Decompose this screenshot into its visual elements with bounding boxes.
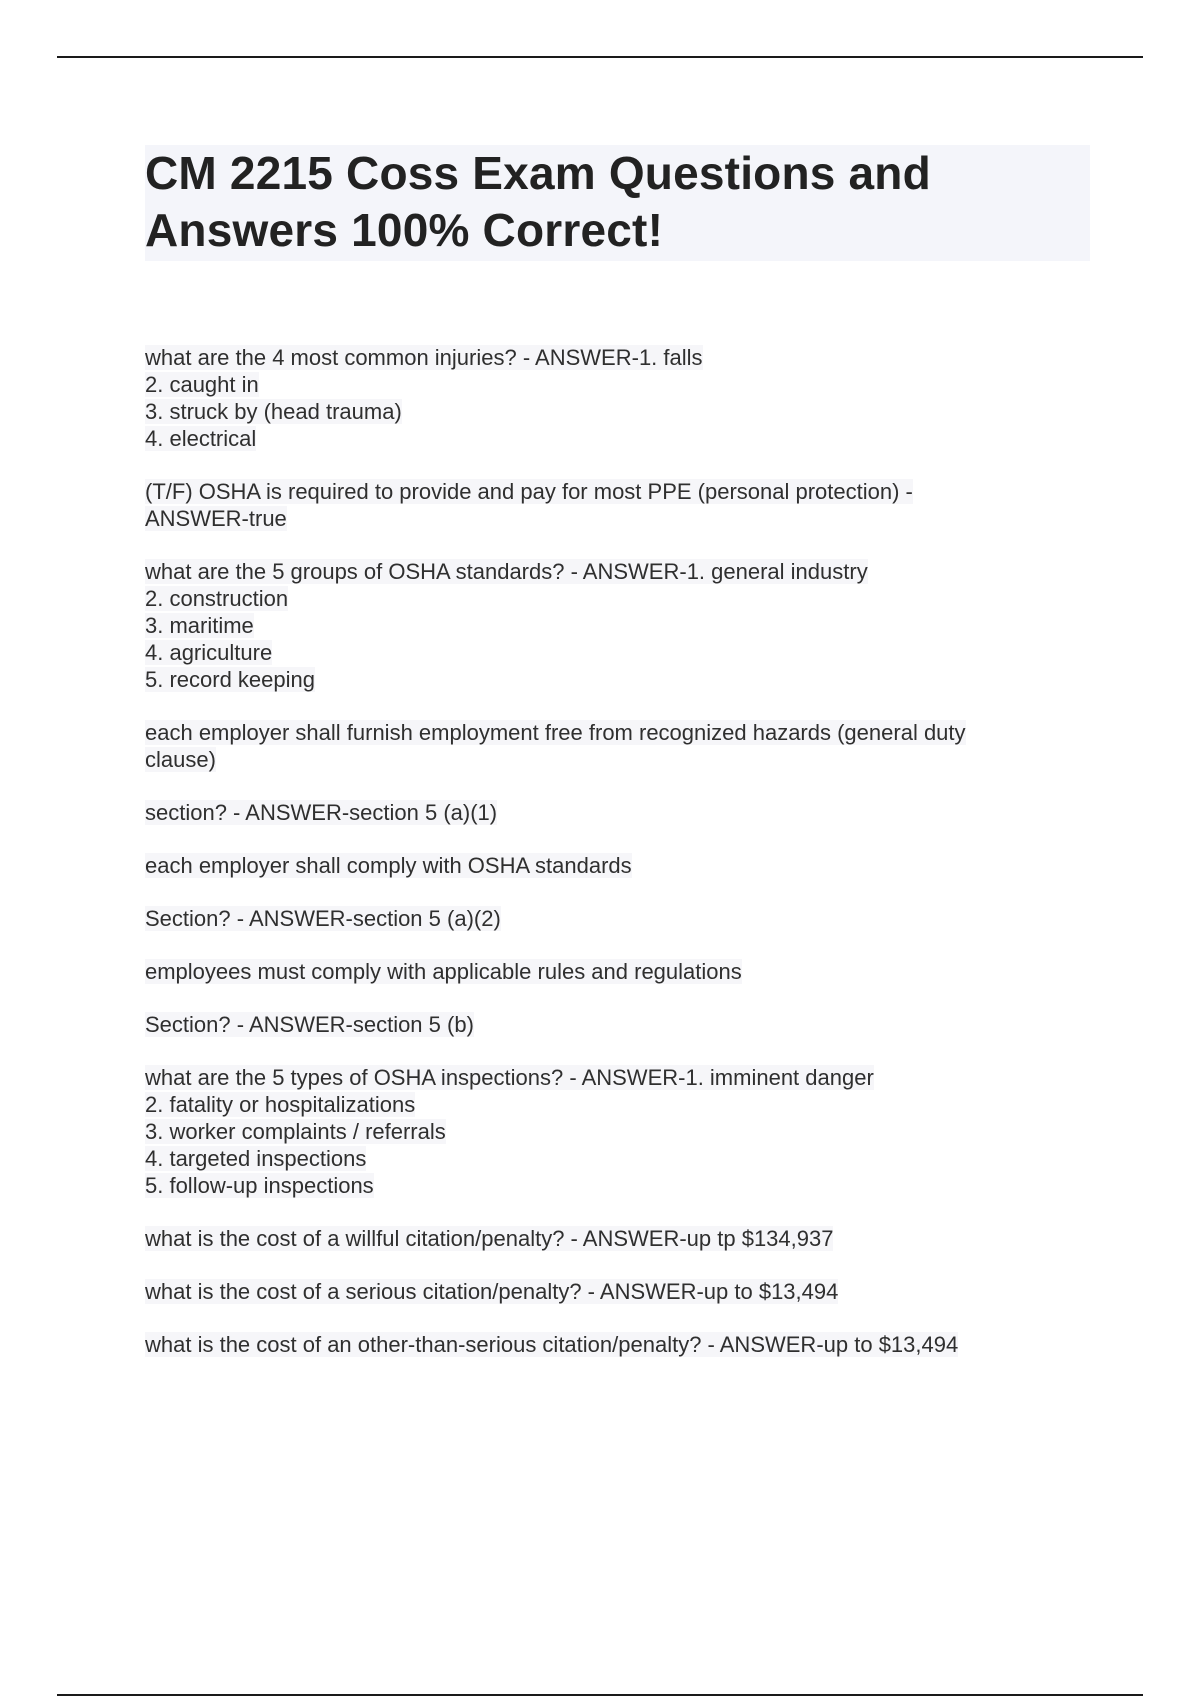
qa-line: clause)	[145, 747, 216, 772]
qa-line: ANSWER-true	[145, 506, 287, 531]
qa-line: Section? - ANSWER-section 5 (b)	[145, 1012, 474, 1037]
qa-line: 2. construction	[145, 586, 289, 611]
qa-entry	[145, 719, 1090, 773]
qa-line: 3. maritime	[145, 613, 254, 638]
qa-entry	[145, 1064, 1090, 1199]
document-title: CM 2215 Coss Exam Questions and Answers 100% Correct!	[145, 145, 1090, 261]
qa-entry	[145, 958, 1090, 985]
qa-entry	[145, 905, 1090, 932]
qa-line: 2. caught in	[145, 372, 259, 397]
bottom-rule	[57, 1694, 1143, 1696]
qa-line: 2. fatality or hospitalizations	[145, 1092, 416, 1117]
qa-line: what are the 5 types of OSHA inspections? - ANSWER-1. imminent danger	[145, 1065, 874, 1090]
qa-line: employees must comply with applicable rules and regulations	[145, 959, 742, 984]
top-rule	[57, 56, 1143, 58]
qa-line: each employer shall comply with OSHA standards	[145, 853, 632, 878]
qa-line: section? - ANSWER-section 5 (a)(1)	[145, 800, 498, 825]
qa-list	[145, 344, 1090, 1358]
qa-entry	[145, 1278, 1090, 1305]
qa-line: what is the cost of a serious citation/penalty? - ANSWER-up to $13,494	[145, 1279, 839, 1304]
qa-line: Section? - ANSWER-section 5 (a)(2)	[145, 906, 501, 931]
qa-entry	[145, 1331, 1090, 1358]
document-page	[145, 145, 1090, 1384]
qa-line: 4. electrical	[145, 426, 257, 451]
qa-line: 4. agriculture	[145, 640, 273, 665]
qa-line: 3. worker complaints / referrals	[145, 1119, 446, 1144]
qa-entry	[145, 1225, 1090, 1252]
qa-entry	[145, 852, 1090, 879]
qa-line: what are the 4 most common injuries? - ANSWER-1. falls	[145, 345, 703, 370]
qa-line: 5. follow-up inspections	[145, 1173, 374, 1198]
qa-line: each employer shall furnish employment free from recognized hazards (general duty	[145, 720, 966, 745]
qa-entry	[145, 478, 1090, 532]
qa-entry	[145, 558, 1090, 693]
qa-line: what are the 5 groups of OSHA standards? - ANSWER-1. general industry	[145, 559, 868, 584]
qa-line: what is the cost of a willful citation/penalty? - ANSWER-up tp $134,937	[145, 1226, 834, 1251]
qa-line: 5. record keeping	[145, 667, 315, 692]
qa-entry	[145, 344, 1090, 452]
qa-line: (T/F) OSHA is required to provide and pay for most PPE (personal protection) -	[145, 479, 913, 504]
qa-entry	[145, 799, 1090, 826]
qa-entry	[145, 1011, 1090, 1038]
qa-line: what is the cost of an other-than-serious citation/penalty? - ANSWER-up to $13,494	[145, 1332, 959, 1357]
qa-line: 4. targeted inspections	[145, 1146, 367, 1171]
qa-line: 3. struck by (head trauma)	[145, 399, 402, 424]
